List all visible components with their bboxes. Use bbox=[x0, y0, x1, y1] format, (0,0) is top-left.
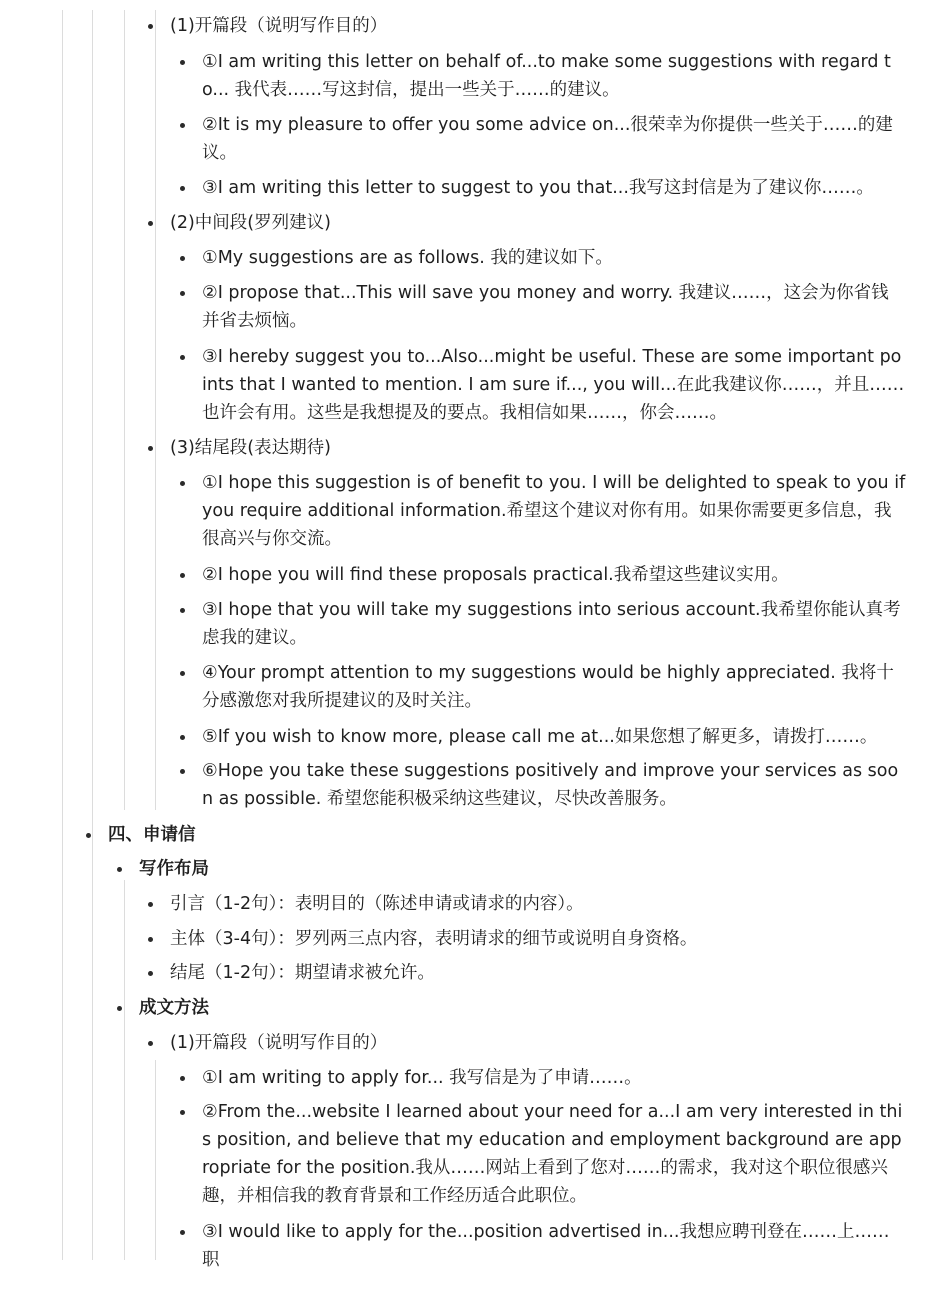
list-item bbox=[148, 925, 908, 953]
phrase-text: ②From the...website I learned about your need for a...I am very interested in this position, and believe that my education and employment background are appropriate for the position.我从……网站上看到了您对……的需求，我对这个职位很感兴趣，并相信我的教育背景和工作经历适合此职位。 bbox=[202, 1102, 903, 1206]
phrase-text: ①I hope this suggestion is of benefit to you. I will be delighted to speak to you if you require additional information.希望这个建议对你有用。如果你需要更多信息，我很高兴与你交流。 bbox=[202, 473, 906, 549]
list-item bbox=[180, 1064, 906, 1092]
bullet-dot bbox=[180, 60, 185, 65]
phrase-text: ②I propose that...This will save you money and worry. 我建议……，这会为你省钱并省去烦恼。 bbox=[202, 283, 889, 331]
phrase-text: ③I hereby suggest you to...Also...might be useful. These are some important points that I wanted to mention. I am sure if..., you will...在此我建议你……，并且……也许会有用。这些是我想提及的要点。我相信如果……，你会……。 bbox=[202, 347, 905, 423]
bullet-dot bbox=[148, 221, 153, 226]
bullet-dot bbox=[117, 1006, 122, 1011]
list-item bbox=[180, 596, 906, 652]
bullet-dot bbox=[180, 481, 185, 486]
bullet-dot bbox=[117, 867, 122, 872]
subsection-heading: (2)中间段(罗列建议) bbox=[170, 213, 331, 233]
indent-guide-3 bbox=[124, 10, 125, 810]
phrase-text: ⑥Hope you take these suggestions positively and improve your services as soon as possible. 希望您能积极采纳这些建议，尽快改善服务。 bbox=[202, 761, 899, 809]
phrase-text: ①My suggestions are as follows. 我的建议如下。 bbox=[202, 248, 613, 268]
subsection-heading: 成文方法 bbox=[139, 998, 209, 1018]
list-item bbox=[180, 1098, 906, 1210]
bullet-dot bbox=[86, 833, 91, 838]
list-item bbox=[180, 1218, 906, 1274]
subsection-heading: (3)结尾段(表达期待) bbox=[170, 438, 331, 458]
list-item bbox=[180, 343, 906, 427]
subsection-heading: (1)开篇段（说明写作目的） bbox=[170, 16, 388, 36]
indent-guide-6 bbox=[155, 1060, 156, 1260]
list-item bbox=[148, 890, 908, 918]
bullet-dot bbox=[180, 671, 185, 676]
bullet-dot bbox=[180, 256, 185, 261]
layout-item: 主体（3-4句）：罗列两三点内容，表明请求的细节或说明自身资格。 bbox=[170, 929, 698, 949]
bullet-dot bbox=[180, 355, 185, 360]
phrase-text: ④Your prompt attention to my suggestions would be highly appreciated. 我将十分感激您对我所提建议的及时关注。 bbox=[202, 663, 894, 711]
phrase-text: ③I am writing this letter to suggest to you that...我写这封信是为了建议你……。 bbox=[202, 178, 874, 198]
list-item bbox=[180, 174, 906, 202]
indent-guide-2 bbox=[92, 10, 93, 1260]
phrase-text: ①I am writing to apply for... 我写信是为了申请……。 bbox=[202, 1068, 642, 1088]
list-item bbox=[117, 855, 907, 883]
indent-guide-1 bbox=[62, 10, 63, 1260]
bullet-dot bbox=[148, 971, 153, 976]
bullet-dot bbox=[180, 573, 185, 578]
bullet-dot bbox=[148, 24, 153, 29]
bullet-dot bbox=[180, 186, 185, 191]
list-item bbox=[180, 48, 906, 104]
list-item bbox=[180, 279, 906, 335]
list-item bbox=[180, 111, 906, 167]
list-item bbox=[117, 994, 907, 1022]
list-item bbox=[180, 244, 906, 272]
phrase-text: ③I hope that you will take my suggestions into serious account.我希望你能认真考虑我的建议。 bbox=[202, 600, 901, 648]
bullet-dot bbox=[180, 1076, 185, 1081]
section-title: 四、申请信 bbox=[108, 825, 196, 845]
phrase-text: ③I would like to apply for the...position advertised in...我想应聘刊登在……上……职 bbox=[202, 1222, 890, 1270]
list-item bbox=[180, 659, 906, 715]
bullet-dot bbox=[180, 608, 185, 613]
phrase-text: ②It is my pleasure to offer you some advice on...很荣幸为你提供一些关于……的建议。 bbox=[202, 115, 893, 163]
bullet-dot bbox=[148, 937, 153, 942]
indent-guide-4 bbox=[155, 10, 156, 810]
phrase-text: ⑤If you wish to know more, please call me at...如果您想了解更多，请拨打……。 bbox=[202, 727, 878, 747]
subsection-heading: 写作布局 bbox=[139, 859, 209, 879]
layout-item: 结尾（1-2句）：期望请求被允许。 bbox=[170, 963, 435, 983]
bullet-dot bbox=[180, 769, 185, 774]
bullet-dot bbox=[148, 1041, 153, 1046]
bullet-dot bbox=[180, 1110, 185, 1115]
list-item bbox=[148, 434, 908, 462]
indent-guide-5 bbox=[124, 880, 125, 1260]
phrase-text: ②I hope you will find these proposals practical.我希望这些建议实用。 bbox=[202, 565, 789, 585]
phrase-text: ①I am writing this letter on behalf of...to make some suggestions with regard to... 我代表……写这封信，提出一些关于……的建议。 bbox=[202, 52, 891, 100]
list-item bbox=[148, 12, 908, 40]
bullet-dot bbox=[180, 735, 185, 740]
list-item bbox=[148, 1029, 908, 1057]
list-item bbox=[180, 757, 906, 813]
subsection-heading: (1)开篇段（说明写作目的） bbox=[170, 1033, 388, 1053]
layout-item: 引言（1-2句）：表明目的（陈述申请或请求的内容）。 bbox=[170, 894, 584, 914]
list-item bbox=[86, 821, 906, 849]
bullet-dot bbox=[148, 902, 153, 907]
bullet-dot bbox=[148, 446, 153, 451]
list-item bbox=[180, 561, 906, 589]
list-item bbox=[180, 723, 906, 751]
bullet-dot bbox=[180, 1230, 185, 1235]
list-item bbox=[148, 209, 908, 237]
list-item bbox=[148, 959, 908, 987]
bullet-dot bbox=[180, 291, 185, 296]
list-item bbox=[180, 469, 906, 553]
bullet-dot bbox=[180, 123, 185, 128]
